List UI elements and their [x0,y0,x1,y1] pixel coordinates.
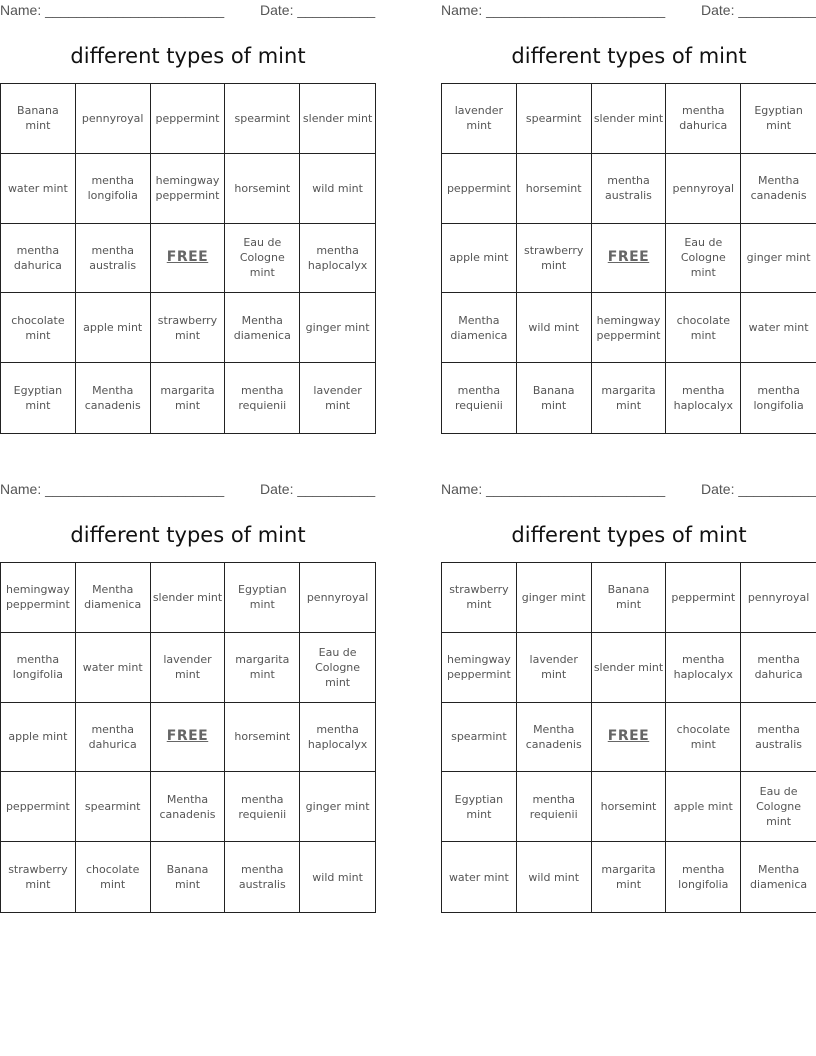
bingo-cell[interactable]: chocolate mint [666,293,741,363]
bingo-cell[interactable]: lavender mint [313,384,362,413]
bingo-cell[interactable]: hemingway peppermint [442,633,517,703]
bingo-cell[interactable]: wild mint [517,842,592,912]
bingo-cell[interactable]: mentha haplocalyx [666,633,741,703]
bingo-cell[interactable]: Banana mint [517,363,592,433]
bingo-cell[interactable]: slender mint [592,84,667,154]
bingo-cell[interactable]: peppermint [1,772,76,842]
bingo-cell[interactable]: margarita mint [151,363,226,433]
bingo-cell[interactable]: Egyptian mint [225,563,300,633]
bingo-cell[interactable]: strawberry mint [151,293,226,363]
bingo-cell[interactable]: apple mint [442,224,517,294]
bingo-cell[interactable]: apple mint [666,772,741,842]
bingo-grid [441,83,816,434]
bingo-cell[interactable]: mentha dahurica [741,633,816,703]
bingo-cell[interactable]: mentha longifolia [76,154,151,224]
name-field[interactable]: Name: _______________________ [441,481,666,497]
card-header [441,0,816,22]
bingo-cell[interactable]: spearmint [76,772,151,842]
bingo-cell[interactable]: hemingway peppermint [151,154,226,224]
bingo-cell[interactable]: spearmint [517,84,592,154]
card-title: different types of mint [70,523,306,547]
bingo-card-1 [0,0,376,413]
free-space[interactable]: FREE [592,224,667,294]
bingo-cell[interactable]: mentha dahurica [76,703,151,773]
bingo-grid [0,83,376,434]
bingo-cell[interactable]: margarita mint [592,363,667,433]
bingo-cell[interactable]: mentha requienii [225,363,300,433]
bingo-cell[interactable]: mentha haplocalyx [300,224,375,294]
free-space[interactable]: FREE [151,224,226,294]
bingo-cell[interactable]: ginger mint [517,563,592,633]
bingo-cell[interactable]: pennyroyal [76,84,151,154]
date-field[interactable]: Date: __________ [701,481,816,497]
bingo-cell[interactable]: Egyptian mint [1,363,76,433]
bingo-cell[interactable]: mentha dahurica [666,84,741,154]
bingo-card-2 [441,0,816,413]
bingo-cell[interactable]: slender mint [151,563,226,633]
bingo-cell[interactable]: ginger mint [300,293,375,363]
bingo-cell[interactable]: chocolate mint [666,703,741,773]
bingo-cell[interactable]: slender mint [592,633,667,703]
bingo-cell[interactable]: peppermint [442,154,517,224]
bingo-cell[interactable]: mentha requienii [225,772,300,842]
bingo-cell[interactable]: strawberry mint [442,563,517,633]
bingo-cell[interactable]: peppermint [151,84,226,154]
bingo-cell[interactable]: chocolate mint [76,842,151,912]
bingo-cell[interactable]: water mint [1,154,76,224]
bingo-cell[interactable]: peppermint [666,563,741,633]
bingo-cell[interactable]: spearmint [442,703,517,773]
bingo-cell[interactable]: Banana mint [151,842,226,912]
bingo-cell[interactable]: horsemint [592,772,667,842]
bingo-cell[interactable]: horsemint [225,154,300,224]
bingo-grid [441,562,816,913]
bingo-cell[interactable]: pennyroyal [666,154,741,224]
name-field[interactable]: Name: _______________________ [441,2,666,18]
bingo-cell[interactable]: pennyroyal [300,563,375,633]
bingo-cell[interactable]: Egyptian mint [442,772,517,842]
card-title: different types of mint [70,44,306,68]
bingo-cell[interactable]: mentha longifolia [1,633,76,703]
bingo-cell[interactable]: Mentha canadenis [517,703,592,773]
bingo-cell[interactable]: lavender mint [151,633,226,703]
card-title: different types of mint [511,523,747,547]
bingo-cell[interactable]: margarita mint [225,633,300,703]
bingo-cell[interactable]: hemingway peppermint [1,563,76,633]
bingo-cell[interactable]: Mentha diamenica [225,293,300,363]
bingo-cell[interactable]: Eau de Cologne mint [300,633,375,703]
bingo-cell[interactable]: Banana mint [592,563,667,633]
bingo-cell[interactable]: strawberry mint [517,224,592,294]
bingo-cell[interactable]: pennyroyal [741,563,816,633]
bingo-cell[interactable]: mentha australis [592,154,667,224]
date-field[interactable]: Date: __________ [260,481,376,497]
card-header [0,0,376,22]
bingo-cell[interactable]: Mentha canadenis [741,154,816,224]
bingo-cell[interactable]: hemingway peppermint [592,293,667,363]
bingo-cell[interactable]: mentha longifolia [753,384,804,413]
bingo-cell[interactable]: Mentha canadenis [151,772,226,842]
card-title: different types of mint [511,44,747,68]
bingo-cell[interactable]: mentha haplocalyx [300,703,375,773]
bingo-cell[interactable]: water mint [442,842,517,912]
bingo-cell[interactable]: Eau de Cologne mint [741,772,816,842]
bingo-cell[interactable]: wild mint [300,154,375,224]
bingo-cell[interactable]: mentha dahurica [1,224,76,294]
bingo-cell[interactable]: wild mint [312,870,363,884]
bingo-cell[interactable]: Mentha diamenica [442,293,517,363]
bingo-cell[interactable]: lavender mint [442,84,517,154]
bingo-cell[interactable]: Mentha canadenis [76,363,151,433]
bingo-cell[interactable]: mentha requienii [517,772,592,842]
bingo-cell[interactable]: slender mint [300,84,375,154]
date-field[interactable]: Date: __________ [701,2,816,18]
bingo-grid [0,562,376,913]
bingo-cell[interactable]: strawberry mint [1,842,76,912]
bingo-cell[interactable]: spearmint [225,84,300,154]
free-space[interactable]: FREE [592,703,667,773]
name-field[interactable]: Name: _______________________ [0,481,225,497]
bingo-cell[interactable]: Egyptian mint [741,84,816,154]
bingo-cell[interactable]: horsemint [225,703,300,773]
card-header [0,479,376,501]
bingo-cell[interactable]: wild mint [517,293,592,363]
bingo-cell[interactable]: lavender mint [517,633,592,703]
bingo-cell[interactable]: mentha longifolia [666,842,741,912]
name-field[interactable]: Name: _______________________ [0,2,225,18]
bingo-cell[interactable]: Banana mint [1,84,76,154]
card-header [441,479,816,501]
bingo-cell[interactable]: mentha australis [76,224,151,294]
bingo-cell[interactable]: chocolate mint [1,293,76,363]
bingo-cell[interactable]: Mentha diamenica [750,863,808,892]
free-space[interactable]: FREE [151,703,226,773]
date-field[interactable]: Date: __________ [260,2,376,18]
bingo-cell[interactable]: mentha haplocalyx [666,363,741,433]
bingo-cell[interactable]: water mint [76,633,151,703]
bingo-cell[interactable]: apple mint [76,293,151,363]
bingo-cell[interactable]: mentha requienii [442,363,517,433]
bingo-cell[interactable]: Mentha diamenica [76,563,151,633]
bingo-card-3 [0,479,376,892]
bingo-cell[interactable]: apple mint [1,703,76,773]
bingo-cell[interactable]: horsemint [517,154,592,224]
bingo-cell[interactable]: Eau de Cologne mint [225,224,300,294]
bingo-cell[interactable]: mentha australis [225,842,300,912]
bingo-cell[interactable]: ginger mint [741,224,816,294]
bingo-cell[interactable]: Eau de Cologne mint [666,224,741,294]
bingo-cell[interactable]: mentha australis [741,703,816,773]
bingo-cell[interactable]: ginger mint [300,772,375,842]
bingo-card-4 [441,479,816,892]
bingo-cell[interactable]: water mint [741,293,816,363]
bingo-cell[interactable]: margarita mint [592,842,667,912]
